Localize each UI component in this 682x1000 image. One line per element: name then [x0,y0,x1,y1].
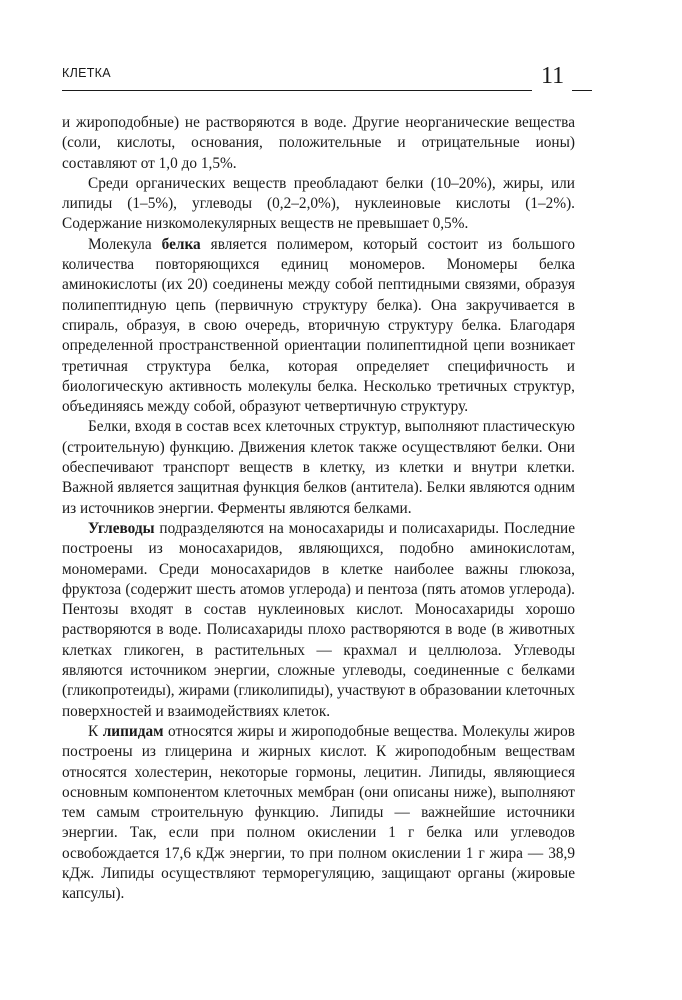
paragraph-lead: К [88,722,103,740]
header-rule [62,90,532,91]
page-number: 11 [541,63,565,89]
paragraph-body: относятся жиры и жироподобные вещества. Молекулы жиров построены из глицерина и жирных кислот. К жироподобным веществам относятся холестерин, некоторые гормоны, лецитин. Липиды, являющиеся основным компонентом клеточных мембран (они описаны ниже), выполняют тем самым строительную функцию. Липиды — важнейшие источники энергии. Так, если при полном окислении 1 г белка или углеводов освобождается 17,6 кДж энергии, то при полном окислении 1 г жира — 38,9 кДж. Липиды осуществляют терморегуляцию, защищают органы (жировые капсулы). [62,722,575,903]
paragraph-lead: Молекула [88,235,162,253]
header-rule-end [572,90,592,91]
paragraph-proteins-structure [62,235,575,418]
paragraph-body: подразделяются на моносахариды и полисахариды. Последние построены из моносахаридов, являющихся, подобно аминокислотам, мономерами. Среди моносахаридов в клетке наиболее важны глюкоза, фруктоза (содержит шесть атомов углерода) и пентоза (пять атомов углерода). Пентозы входят в состав нуклеиновых кислот. Моносахариды хорошо растворяются в воде. Полисахариды плохо растворяются в воде (в животных клетках гликоген, в растительных — крахмал и целлюлоза. Углеводы являются источником энергии, сложные углеводы, соединенные с белками (гликопротеиды), жирами (гликолипиды), участвуют в образовании клеточных поверхностей и взаимодействиях клеток. [62,519,575,720]
term-carbohydrates: Углеводы [88,519,155,537]
paragraph-carbohydrates [62,519,575,722]
running-title: КЛЕТКА [62,66,111,80]
paragraph-proteins-functions: Белки, входя в состав всех клеточных структур, выполняют пластическую (строительную) функцию. Движения клеток также осуществляют белки. Они обеспечивают транспорт веществ в клетку, из клетки и внутри клетки. Важной является защитная функция белков (антитела). Белки являются одним из источников энергии. Ферменты являются белками. [62,418,575,517]
term-lipids: липидам [102,722,164,740]
paragraph-continuation: и жироподобные) не растворяются в воде. Другие неорганические вещества (соли, кислоты, основания, положительные и отрицательные ионы) составляют от 1,0 до 1,5%. [62,114,575,172]
term-proteins: белка [161,235,201,253]
page-header [62,62,592,96]
paragraph-organic-substances: Среди органических веществ преобладают белки (10–20%), жиры, или липиды (1–5%), углеводы (0,2–2,0%), нуклеиновые кислоты (1–2%). Содержание низкомолекулярных веществ не превышает 0,5%. [62,174,575,233]
paragraph-lipids [62,722,575,905]
paragraph-body: является полимером, который состоит из большого количества повторяющихся единиц мономеров. Мономеры белка аминокислоты (их 20) соединены между собой пептидными связями, образуя полипептидную цепь (первичную структуру белка). Она закручивается в спираль, образуя, в свою очередь, вторичную структуру белка. Благодаря определенной пространственной ориентации полипептидной цепи возникает третичная структура белка, которая определяет специфичность и биологическую активность молекулы белка. Несколько третичных структур, объединяясь между собой, образуют четвертичную структуру. [62,235,575,416]
main-text [62,113,575,905]
